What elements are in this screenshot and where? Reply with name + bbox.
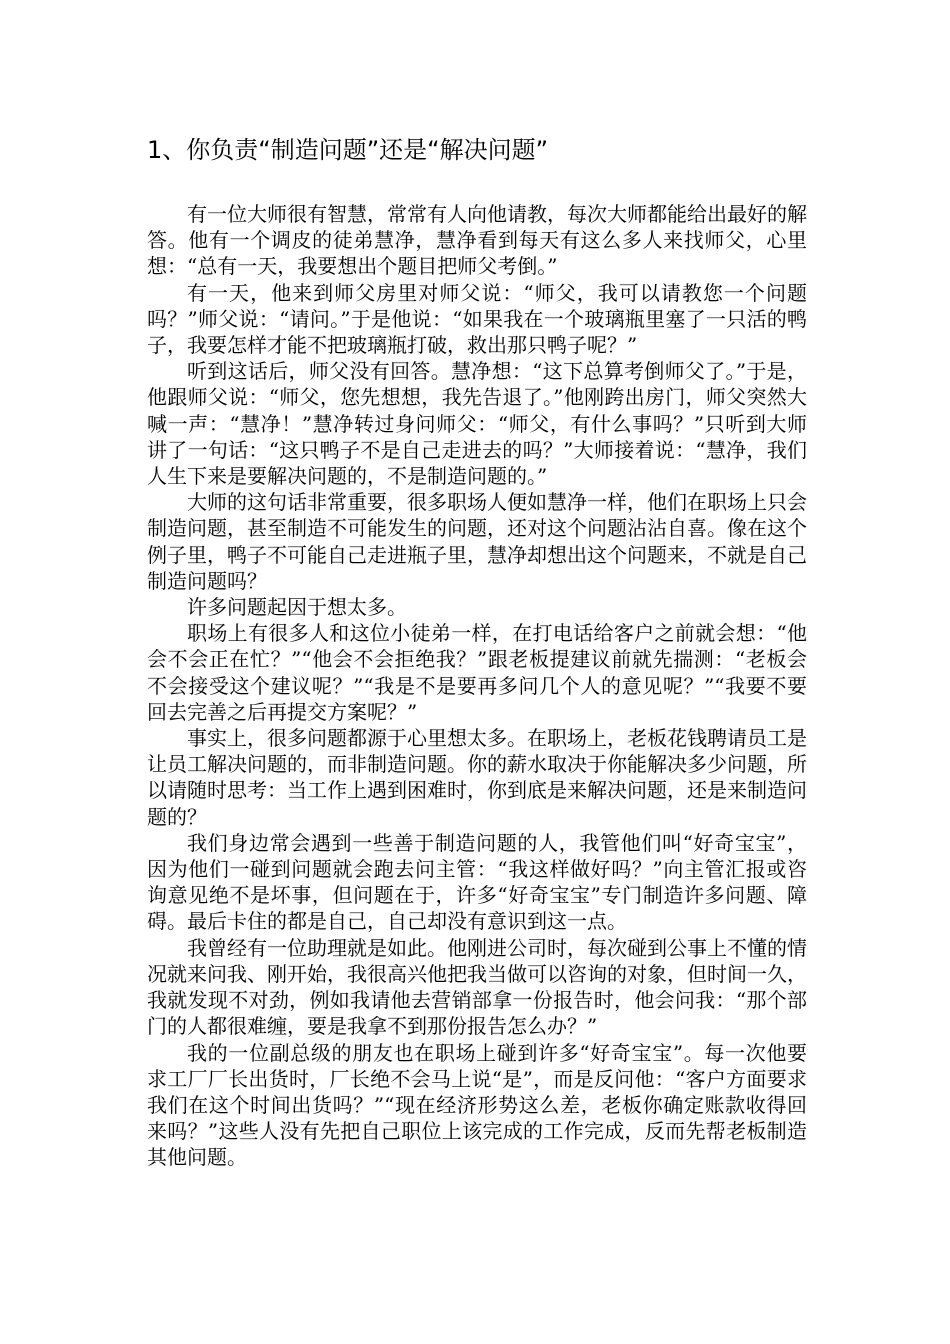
paragraph: 职场上有很多人和这位小徒弟一样，在打电话给客户之前就会想：“他会不会正在忙？”“他会不会拒绝我？”跟老板提建议前就先揣测：“老板会不会接受这个建议呢？”“我是不是要再多问几个人的意见呢？”“我要不要回去完善之后再提交方案呢？” (147, 621, 807, 724)
paragraph: 许多问题起因于想太多。 (187, 595, 407, 620)
paragraph: 有一天，他来到师父房里对师父说：“师父，我可以请教您一个问题吗？”师父说：“请问。”于是他说：“如果我在一个玻璃瓶里塞了一只活的鸭子，我要怎样才能不把玻璃瓶打破，救出那只鸭子呢？” (147, 280, 807, 358)
paragraph: 我曾经有一位助理就是如此。他刚进公司时，每次碰到公事上不懂的情况就来问我、刚开始，我很高兴他把我当做可以咨询的对象，但时间一久，我就发现不对劲，例如我请他去营销部拿一份报告时，他会问我：“那个部门的人都很难缠，要是我拿不到那份报告怎么办？” (147, 935, 807, 1039)
paragraph: 大师的这句话非常重要，很多职场人便如慧净一样，他们在职场上只会制造问题，甚至制造不可能发生的问题，还对这个问题沾沾自喜。像在这个例子里，鸭子不可能自己走进瓶子里，慧净却想出这个问题来，不就是自己制造问题吗？ (147, 490, 807, 593)
section-title: 1、你负责“制造问题”还是“解决问题” (147, 136, 549, 164)
paragraph: 我们身边常会遇到一些善于制造问题的人，我管他们叫“好奇宝宝”，因为他们一碰到问题就会跑去问主管：“我这样做好吗？”向主管汇报或咨询意见绝不是坏事，但问题在于，许多“好奇宝宝”专门制造许多问题、障碍。最后卡住的都是自己，自己却没有意识到这一点。 (147, 830, 807, 934)
paragraph: 我的一位副总级的朋友也在职场上碰到许多“好奇宝宝”。每一次他要求工厂厂长出货时，厂长绝不会马上说“是”，而是反问他：“客户方面要求我们在这个时间出货吗？”“现在经济形势这么差，老板你确定账款收得回来吗？”这些人没有先把自己职位上该完成的工作完成，反而先帮老板制造其他问题。 (147, 1040, 807, 1170)
paragraph: 有一位大师很有智慧，常常有人向他请教，每次大师都能给出最好的解答。他有一个调皮的徒弟慧净，慧净看到每天有这么多人来找师父，心里想：“总有一天，我要想出个题目把师父考倒。” (147, 202, 807, 279)
paragraph: 听到这话后，师父没有回答。慧净想：“这下总算考倒师父了。”于是，他跟师父说：“师父，您先想想，我先告退了。”他刚跨出房门，师父突然大喊一声：“慧净！”慧净转过身问师父：“师父，有什么事吗？”只听到大师讲了一句话：“这只鸭子不是自己走进去的吗？”大师接着说：“慧净，我们人生下来是要解决问题的，不是制造问题的。” (147, 359, 807, 489)
article-body (147, 201, 807, 1171)
paragraph: 事实上，很多问题都源于心里想太多。在职场上，老板花钱聘请员工是让员工解决问题的，而非制造问题。你的薪水取决于你能解决多少问题，所以请随时思考：当工作上遇到困难时，你到底是来解决问题，还是来制造问题的？ (147, 726, 807, 829)
